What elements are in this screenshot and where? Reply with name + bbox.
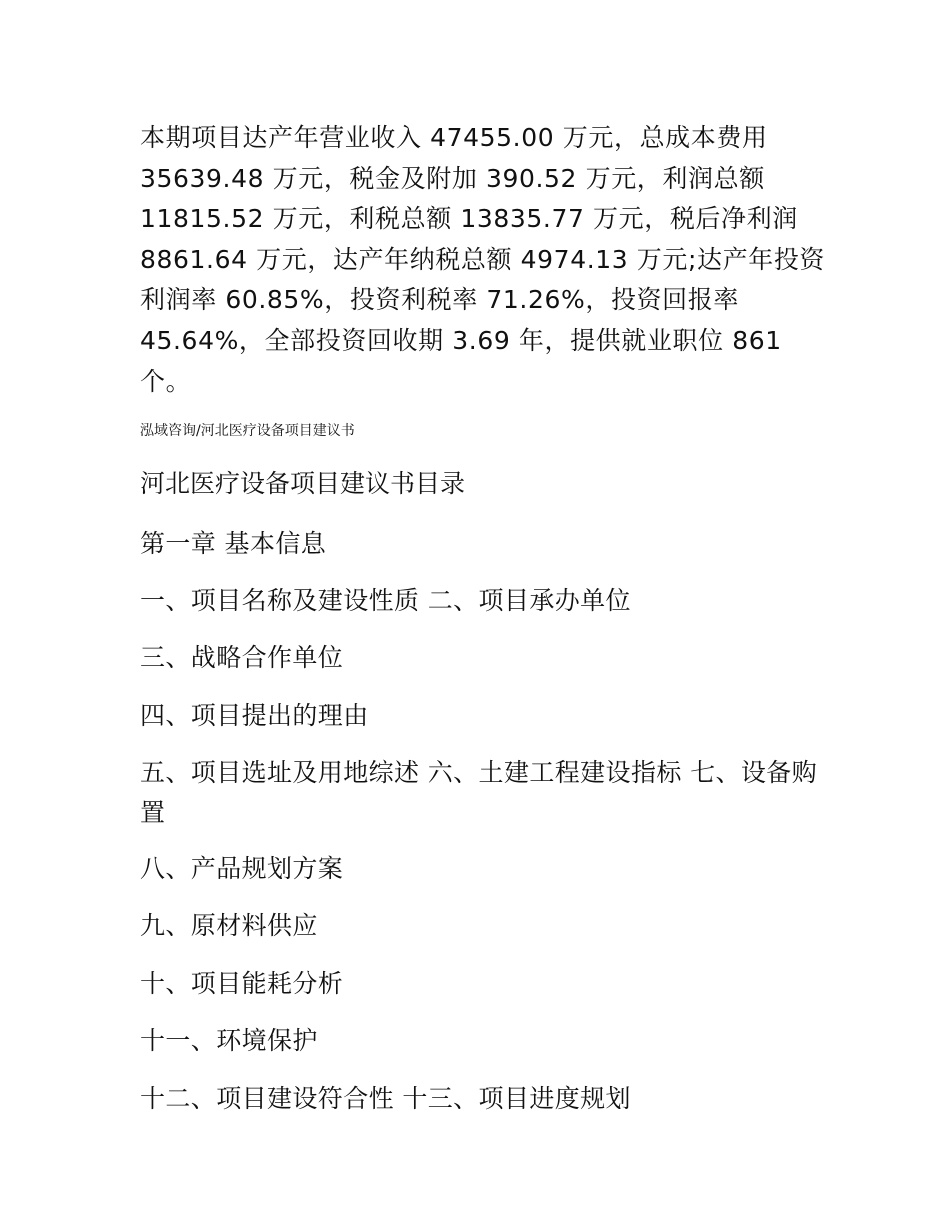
toc-item: 四、项目提出的理由 <box>140 701 369 730</box>
toc-item: 五、项目选址及用地综述 六、土建工程建设指标 七、设备购置 <box>140 758 818 827</box>
running-header: 泓域咨询/河北医疗设备项目建议书 <box>140 423 355 439</box>
toc-item: 第一章 基本信息 <box>140 529 327 558</box>
toc-title: 河北医疗设备项目建议书目录 <box>140 469 466 498</box>
toc-item: 十、项目能耗分析 <box>140 969 344 998</box>
toc-item: 八、产品规划方案 <box>140 854 344 883</box>
toc-item: 一、项目名称及建设性质 二、项目承办单位 <box>140 586 631 615</box>
toc-item: 九、原材料供应 <box>140 911 318 940</box>
summary-paragraph: 本期项目达产年营业收入 47455.00 万元，总成本费用 35639.48 万元，税金及附加 390.52 万元，利润总额 11815.52 万元，利税总额 13835.77 万元，税后净利润 8861.64 万元，达产年纳税总额 4974.13 万元;达产年投资利润率 60.85%，投资利税率 71.26%，投资回报率 45.64%，全部投资回收期 3.69 年，提供就业职位 861 个。 <box>140 123 826 396</box>
toc-item: 十一、环境保护 <box>140 1026 318 1055</box>
toc-item: 三、战略合作单位 <box>140 643 344 672</box>
toc-item: 十二、项目建设符合性 十三、项目进度规划 <box>140 1084 631 1113</box>
